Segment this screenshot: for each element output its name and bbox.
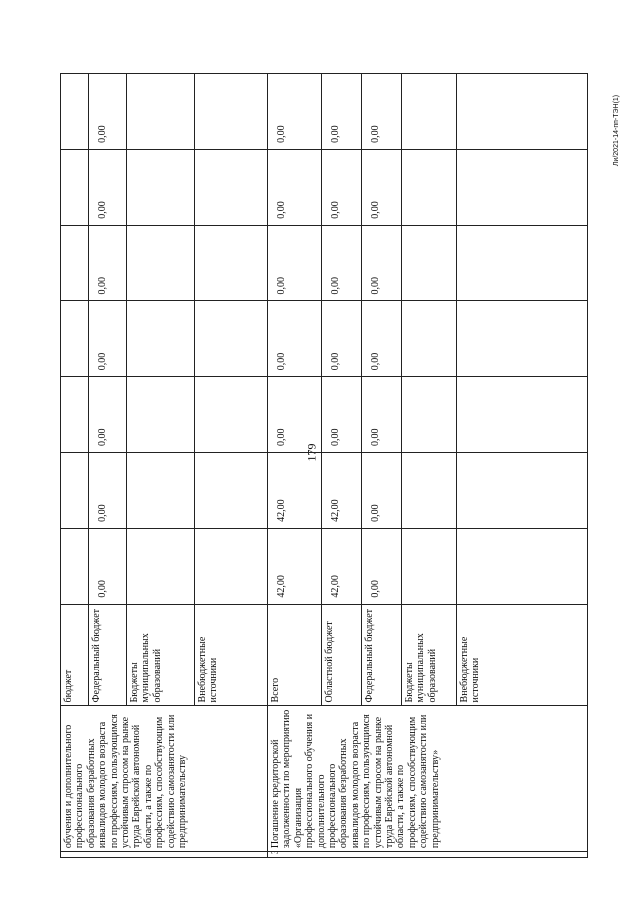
value-cell bbox=[402, 453, 457, 529]
source-label: Федеральный бюджет bbox=[89, 604, 127, 706]
value-cell bbox=[127, 149, 195, 225]
value-cell bbox=[127, 377, 195, 453]
row-name: Погашение кредиторской задолженности по мероприятию «Организация профессионального обучения и дополнительного профессионального образования безработных инвалидов молодого возраста по профессиям, пользующимся устойчивым спросом на рынке труда Еврейской автономной области, а также по профессиям, способствующим содействию самозанятости или предпринимательству» bbox=[268, 706, 588, 852]
value-cell: 0,00 bbox=[89, 301, 127, 377]
value-cell bbox=[402, 377, 457, 453]
value-cell bbox=[195, 453, 268, 529]
value-cell bbox=[127, 74, 195, 150]
value-cell bbox=[402, 301, 457, 377]
value-cell: 42,00 bbox=[322, 453, 362, 529]
value-cell bbox=[457, 149, 588, 225]
value-cell: 42,00 bbox=[268, 528, 322, 604]
source-label: Областной бюджет bbox=[322, 604, 362, 706]
source-label: Внебюджетные источники bbox=[457, 604, 588, 706]
value-cell bbox=[195, 377, 268, 453]
value-cell bbox=[457, 74, 588, 150]
value-cell bbox=[195, 74, 268, 150]
row-code bbox=[268, 852, 588, 858]
value-cell bbox=[61, 453, 89, 529]
table-row bbox=[268, 74, 322, 858]
value-cell: 0,00 bbox=[362, 528, 402, 604]
value-cell bbox=[195, 225, 268, 301]
source-label: Внебюджетные источники bbox=[195, 604, 268, 706]
source-label: бюджет bbox=[61, 604, 89, 706]
budget-table-rotated bbox=[60, 73, 588, 858]
value-cell: 0,00 bbox=[89, 377, 127, 453]
value-cell: 0,00 bbox=[89, 149, 127, 225]
value-cell: 0,00 bbox=[322, 225, 362, 301]
row-code bbox=[61, 852, 268, 858]
value-cell: 0,00 bbox=[362, 74, 402, 150]
value-cell bbox=[61, 74, 89, 150]
value-cell bbox=[127, 453, 195, 529]
value-cell bbox=[457, 377, 588, 453]
value-cell: 0,00 bbox=[268, 149, 322, 225]
value-cell: 0,00 bbox=[89, 528, 127, 604]
value-cell bbox=[402, 74, 457, 150]
value-cell bbox=[127, 225, 195, 301]
value-cell bbox=[402, 528, 457, 604]
source-label: Всего bbox=[268, 604, 322, 706]
value-cell bbox=[457, 528, 588, 604]
budget-table bbox=[60, 73, 588, 858]
value-cell: 0,00 bbox=[362, 149, 402, 225]
value-cell: 0,00 bbox=[322, 74, 362, 150]
page-number: 179 bbox=[304, 443, 319, 461]
value-cell: 0,00 bbox=[362, 453, 402, 529]
budget-table-container bbox=[60, 73, 588, 858]
value-cell: 0,00 bbox=[362, 377, 402, 453]
value-cell bbox=[127, 528, 195, 604]
value-cell: 0,00 bbox=[362, 225, 402, 301]
value-cell: 0,00 bbox=[322, 377, 362, 453]
value-cell: 0,00 bbox=[268, 377, 322, 453]
value-cell: 0,00 bbox=[89, 225, 127, 301]
value-cell: 0,00 bbox=[268, 301, 322, 377]
value-cell: 0,00 bbox=[322, 149, 362, 225]
document-stamp: Ли/2021-14-пп-ТЭН(1) bbox=[613, 94, 621, 166]
value-cell bbox=[195, 301, 268, 377]
value-cell: 0,00 bbox=[268, 225, 322, 301]
value-cell: 0,00 bbox=[322, 301, 362, 377]
value-cell: 42,00 bbox=[268, 453, 322, 529]
value-cell: 0,00 bbox=[362, 301, 402, 377]
row-name: обучения и дополнительного профессионального образования безработных инвалидов молодого возраста по профессиям, пользующимся устойчивым спросом на рынке труда Еврейской автономной области, а также по профессиям, способствующим содействию самозанятости или предпринимательству bbox=[61, 706, 268, 852]
source-label: Бюджеты муниципальных образований bbox=[127, 604, 195, 706]
value-cell bbox=[61, 225, 89, 301]
value-cell bbox=[457, 225, 588, 301]
value-cell bbox=[402, 225, 457, 301]
table-row bbox=[61, 74, 89, 858]
value-cell: 0,00 bbox=[268, 74, 322, 150]
value-cell bbox=[402, 149, 457, 225]
value-cell: 0,00 bbox=[89, 453, 127, 529]
source-label: Бюджеты муниципальных образований bbox=[402, 604, 457, 706]
value-cell bbox=[457, 301, 588, 377]
value-cell bbox=[61, 528, 89, 604]
value-cell bbox=[195, 149, 268, 225]
value-cell: 42,00 bbox=[322, 528, 362, 604]
value-cell bbox=[61, 377, 89, 453]
value-cell bbox=[457, 453, 588, 529]
value-cell bbox=[195, 528, 268, 604]
value-cell: 0,00 bbox=[89, 74, 127, 150]
value-cell bbox=[61, 149, 89, 225]
source-label: Федеральный бюджет bbox=[362, 604, 402, 706]
value-cell bbox=[61, 301, 89, 377]
value-cell bbox=[127, 301, 195, 377]
